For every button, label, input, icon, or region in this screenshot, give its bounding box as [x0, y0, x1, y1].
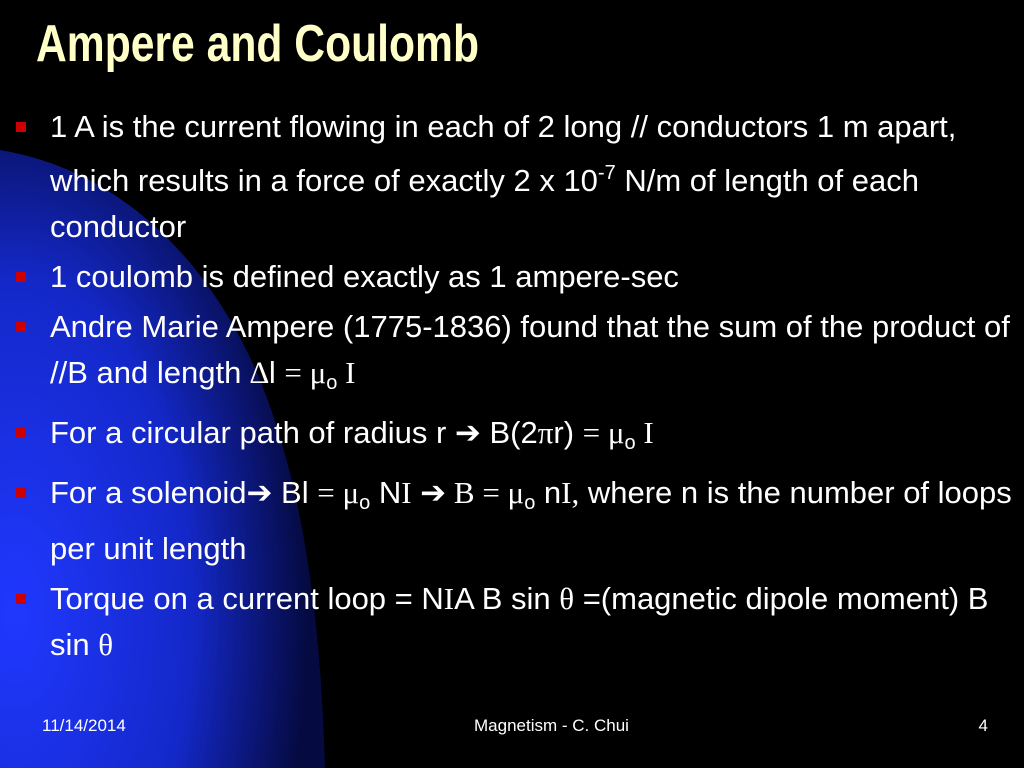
bullet-item: [12, 576, 1012, 668]
bullet-list: [12, 104, 1012, 672]
bullet-square-icon: [16, 594, 26, 604]
bullet-square-icon: [16, 488, 26, 498]
bullet-text: 1 coulomb is defined exactly as 1 ampere-sec: [50, 259, 679, 294]
bullet-text: Torque on a current loop = NIA B sin θ =(magnetic dipole moment) B sin θ: [50, 581, 989, 662]
slide-number: 4: [978, 716, 988, 735]
bullet-text: 1 A is the current flowing in each of 2 long // conductors 1 m apart, which results in a force of exactly 2 x $10^{-7}$ N/m of length of each conductor: [50, 109, 957, 244]
footer-date: 11/14/2014: [42, 716, 126, 735]
bullet-item: [12, 304, 1012, 406]
bullet-square-icon: [16, 322, 26, 332]
bullet-text: For a solenoid➔ $Bl = \mu_o$ NI ➔ $B = \mu_o$ nI, where n is the number of loops per unit length: [50, 475, 1012, 566]
bullet-item: [12, 410, 1012, 466]
bullet-item: [12, 104, 1012, 250]
slide-title: Ampere and Coulomb: [36, 15, 480, 73]
bullet-item: [12, 254, 1012, 300]
bullet-item: [12, 470, 1012, 572]
bullet-square-icon: [16, 122, 26, 132]
bullet-square-icon: [16, 272, 26, 282]
bullet-text: Andre Marie Ampere (1775-1836) found that the sum of the product of //B and length $\Delta l = \mu_o$ I: [50, 309, 1010, 394]
bullet-square-icon: [16, 428, 26, 438]
footer-title: Magnetism - C. Chui: [474, 716, 629, 735]
bullet-text: For a circular path of radius r ➔ $B(2\pi r) = \mu_o$ I: [50, 415, 654, 454]
